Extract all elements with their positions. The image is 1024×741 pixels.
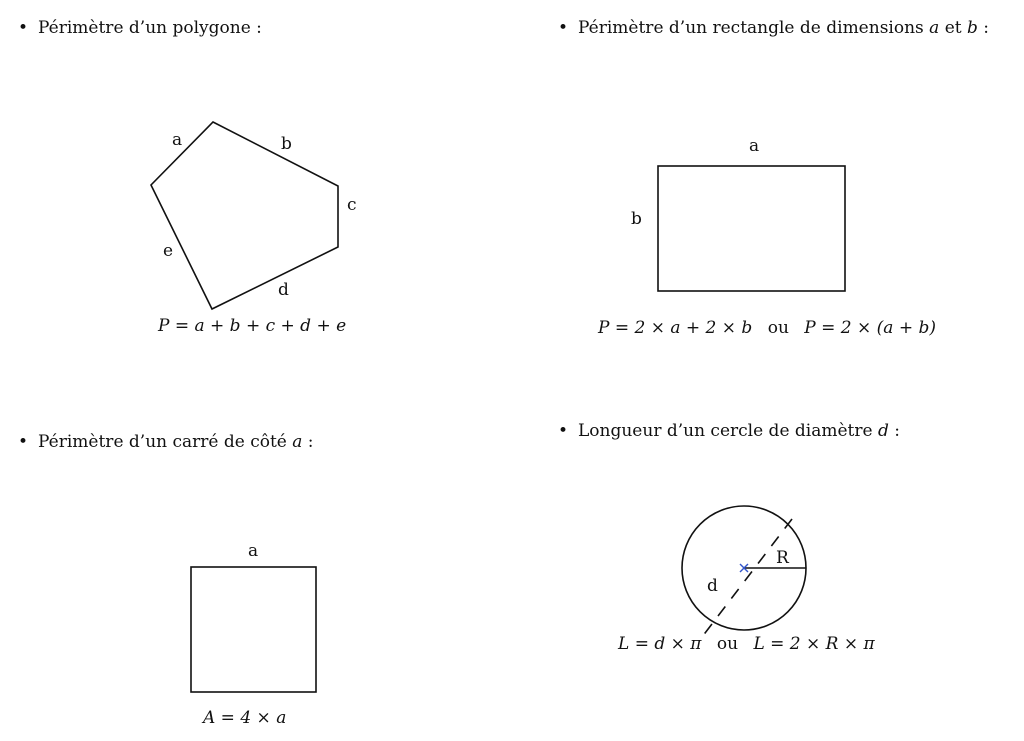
bullet: • bbox=[18, 432, 29, 452]
polygon-formula: P = a + b + c + d + e bbox=[158, 316, 347, 336]
square-shape bbox=[191, 567, 316, 692]
rectangle-title-mid: et bbox=[939, 18, 968, 38]
rectangle-var-b: b bbox=[967, 18, 978, 38]
rectangle-title-start: Périmètre d’un rectangle de dimensions bbox=[578, 18, 930, 38]
square-var-a: a bbox=[292, 432, 303, 452]
circle-var-d: d bbox=[877, 421, 889, 441]
bullet: • bbox=[18, 18, 29, 38]
polygon-title: Périmètre d’un polygone : bbox=[38, 18, 262, 38]
pentagon-side-e: e bbox=[163, 241, 174, 261]
bullet: • bbox=[558, 18, 569, 38]
rectangle-formula-1: P = 2 × a + 2 × b bbox=[598, 318, 753, 338]
square-title-end: : bbox=[302, 432, 314, 452]
circle-label-radius: R bbox=[776, 548, 789, 568]
circle-title-start: Longueur d’un cercle de diamètre bbox=[578, 421, 878, 441]
rectangle-shape bbox=[658, 166, 845, 291]
pentagon-side-a: a bbox=[172, 130, 183, 150]
square-formula: A = 4 × a bbox=[203, 708, 287, 728]
rectangle-formulas bbox=[598, 318, 936, 338]
rectangle-formula-separator: ou bbox=[767, 318, 789, 338]
circle-formula-separator: ou bbox=[716, 634, 739, 654]
bullet: • bbox=[558, 421, 569, 441]
square-label-a: a bbox=[248, 541, 259, 561]
circle-formulas bbox=[618, 634, 875, 654]
pentagon-side-c: c bbox=[347, 195, 357, 215]
circle-label-diameter: d bbox=[707, 576, 718, 596]
rectangle-label-a: a bbox=[749, 136, 760, 156]
circle-title-end: : bbox=[888, 421, 900, 441]
rectangle-var-a: a bbox=[929, 18, 940, 38]
pentagon-shape bbox=[151, 122, 338, 309]
circle-formula-2: L = 2 × R × π bbox=[753, 634, 875, 654]
circle-formula-1: L = d × π bbox=[618, 634, 702, 654]
rectangle-title-end: : bbox=[977, 18, 990, 38]
rectangle-formula-2: P = 2 × (a + b) bbox=[804, 318, 936, 338]
pentagon-side-d: d bbox=[278, 280, 289, 300]
pentagon-side-b: b bbox=[281, 134, 292, 154]
rectangle-label-b: b bbox=[631, 209, 642, 229]
square-title-start: Périmètre d’un carré de côté bbox=[38, 432, 293, 452]
